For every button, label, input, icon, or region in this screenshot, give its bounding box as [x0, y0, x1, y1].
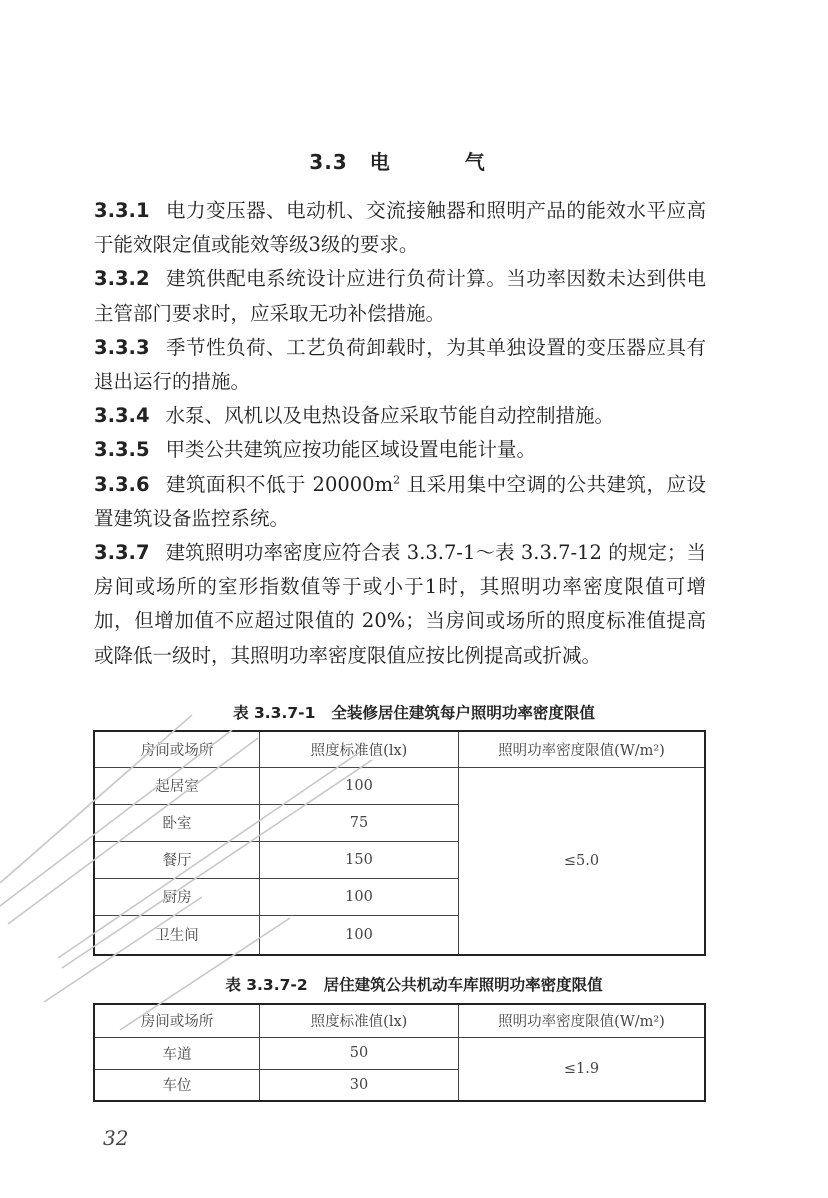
clause-text: 季节性负荷、工艺负荷卸载时，为其单独设置的变压器应具有退出运行的措施。 [94, 335, 706, 394]
clause-text: 建筑面积不低于 20000m [165, 472, 394, 496]
paragraph-3-3-3 [94, 331, 706, 399]
clause-number: 3.3.2 [94, 267, 150, 291]
cell-room: 卫生间 [94, 915, 260, 955]
paragraph-3-3-6 [94, 468, 706, 536]
clause-number: 3.3.5 [94, 438, 150, 462]
cell-room: 卧室 [94, 804, 260, 841]
header-lux: 照度标准值(lx) [260, 1004, 459, 1037]
table-row [94, 767, 705, 804]
clause-text: 建筑供配电系统设计应进行负荷计算。当功率因数未达到供电主管部门要求时，应采取无功补偿措施。 [94, 267, 706, 325]
cell-room: 起居室 [94, 767, 260, 804]
cell-lux: 100 [260, 915, 459, 955]
section-number: 3.3 [309, 150, 348, 174]
cell-lux: 50 [260, 1037, 459, 1069]
cell-lux: 75 [260, 804, 459, 841]
superscript: 2 [393, 473, 401, 487]
clause-text-cont: 且采用集中空调的公共建筑，应设置建筑设备监控系统。 [94, 472, 706, 530]
table2 [93, 1003, 706, 1102]
body-text [94, 194, 706, 673]
cell-lux: 30 [260, 1069, 459, 1101]
cell-lux: 100 [260, 767, 459, 804]
clause-number: 3.3.6 [94, 472, 150, 496]
clause-text: 建筑照明功率密度应符合表 3.3.7-1～表 3.3.7-12 的规定；当房间或场所的室形指数值等于或小于1时，其照明功率密度限值可增加，但增加值不应超过限值的 20%；当房间或场所的照度标准值提高或降低一级时，其照明功率密度限值应按比例提高或折减。 [94, 541, 706, 667]
clause-text: 电力变压器、电动机、交流接触器和照明产品的能效水平应高于能效限定值或能效等级3级的要求。 [94, 199, 706, 257]
paragraph-3-3-2 [94, 262, 706, 330]
cell-lux: 100 [260, 878, 459, 915]
header-room: 房间或场所 [94, 1004, 260, 1037]
table2-caption [0, 973, 828, 995]
table1-caption-id: 表 3.3.7-1 [233, 704, 316, 722]
cell-lpd-limit: ≤5.0 [459, 767, 706, 955]
paragraph-3-3-1 [94, 194, 706, 262]
header-room: 房间或场所 [94, 731, 260, 767]
clause-number: 3.3.7 [94, 541, 150, 565]
paragraph-3-3-4 [94, 399, 706, 433]
table-header-row [94, 1004, 705, 1037]
cell-room: 车位 [94, 1069, 260, 1101]
cell-lux: 150 [260, 841, 459, 878]
paragraph-3-3-5 [94, 433, 706, 467]
table1 [93, 730, 706, 956]
section-title [0, 146, 828, 175]
cell-room: 车道 [94, 1037, 260, 1069]
table-row [94, 1037, 705, 1069]
table1-caption-title: 全装修居住建筑每户照明功率密度限值 [331, 704, 595, 722]
clause-number: 3.3.3 [94, 335, 150, 359]
header-lux: 照度标准值(lx) [260, 731, 459, 767]
clause-number: 3.3.4 [94, 404, 150, 428]
page-number: 32 [103, 1126, 129, 1150]
paragraph-3-3-7 [94, 536, 706, 673]
section-heading: 电 气 [369, 150, 519, 174]
table2-caption-id: 表 3.3.7-2 [225, 976, 308, 994]
clause-number: 3.3.1 [94, 199, 150, 222]
table-header-row [94, 731, 705, 767]
cell-lpd-limit: ≤1.9 [459, 1037, 706, 1101]
header-lpd: 照明功率密度限值(W/m²) [459, 1004, 706, 1037]
cell-room: 厨房 [94, 878, 260, 915]
header-lpd: 照明功率密度限值(W/m²) [459, 731, 706, 767]
table1-caption [0, 701, 828, 723]
clause-text: 水泵、风机以及电热设备应采取节能自动控制措施。 [165, 404, 615, 428]
cell-room: 餐厅 [94, 841, 260, 878]
clause-text: 甲类公共建筑应按功能区域设置电能计量。 [165, 438, 537, 462]
table2-caption-title: 居住建筑公共机动车库照明功率密度限值 [323, 976, 603, 994]
